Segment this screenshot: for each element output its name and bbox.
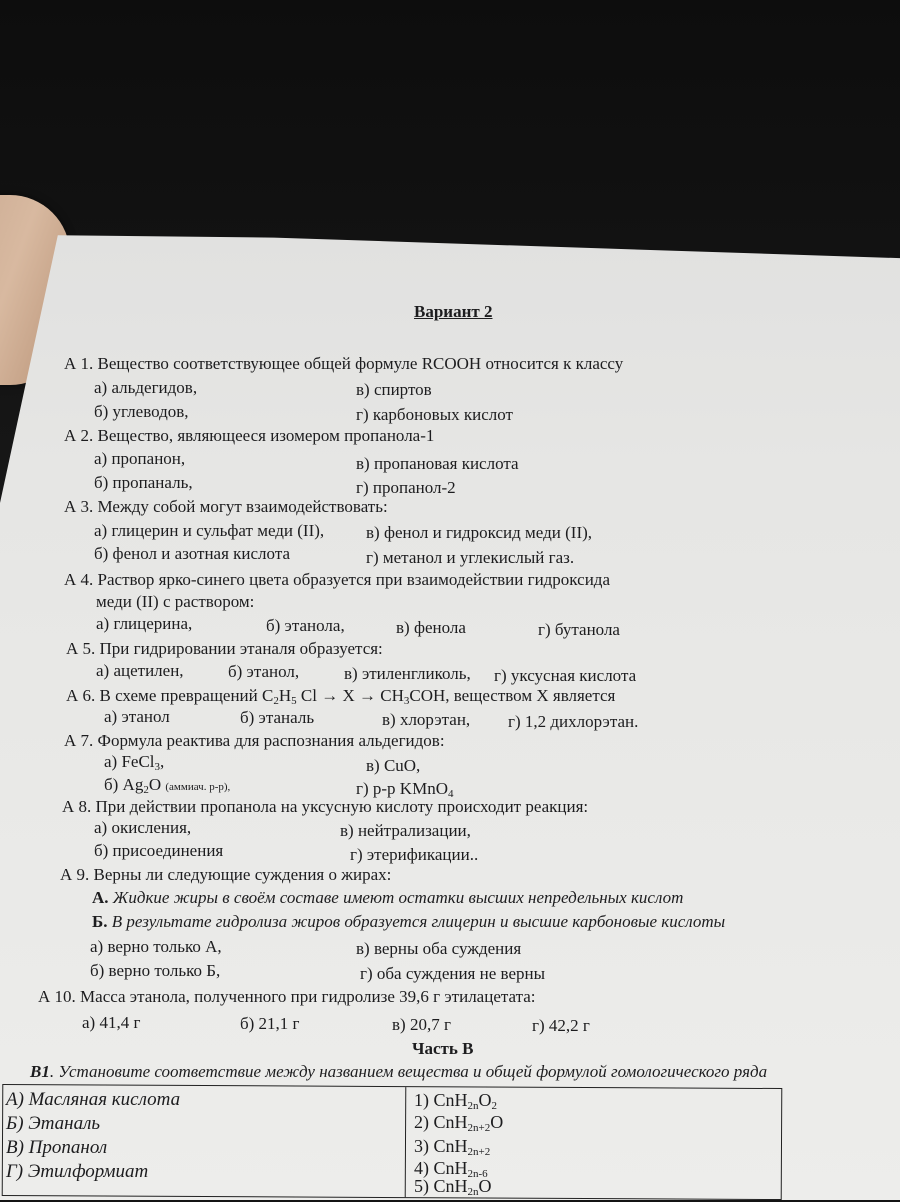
match-right-1: 1) $CnH_{2n}O_2$ [414,1090,497,1112]
a8-option-g: г) этерификации.. [350,845,479,864]
a1-option-g: г) карбоновых кислот [356,405,513,424]
a2-option-b: б) пропаналь, [94,473,193,492]
a2-option-v: в) пропановая кислота [356,454,519,473]
match-left-b: Б) Этаналь [6,1113,101,1134]
b1-instruction: В1. Установите соответствие между названием вещества и общей формулой гомологического ряда [30,1062,768,1081]
a5-option-g: г) уксусная кислота [494,666,637,685]
question-a9: А 9. Верны ли следующие суждения о жирах: [60,865,392,884]
a10-option-v: в) 20,7 г [392,1015,451,1034]
a5-option-v: в) этиленгликоль, [344,664,471,683]
a8-option-b: б) присоединения [94,841,224,860]
a6-option-g: г) 1,2 дихлорэтан. [508,712,639,731]
a7-option-v: в) CuO, [366,756,421,775]
question-a2: А 2. Вещество, являющееся изомером пропанола-1 [64,426,435,445]
a6-option-a: а) этанол [104,707,170,726]
page-title: Вариант 2 [414,302,493,321]
a6-option-v: в) хлорэтан, [382,710,471,729]
a1-option-a: а) альдегидов, [94,378,198,397]
match-left-v: В) Пропанол [6,1137,108,1158]
a2-option-g: г) пропанол-2 [356,478,456,497]
a9-statement-b: Б. В результате гидролиза жиров образуется глицерин и высшие карбоновые кислоты [92,912,726,931]
a6-option-b: б) этаналь [240,708,315,727]
a3-option-v: в) фенол и гидроксид меди (II), [366,523,593,542]
matching-table-divider [405,1087,407,1197]
match-left-g: Г) Этилформиат [6,1161,149,1182]
match-right-2: 2) CnH$_{2n+2}$O [414,1112,504,1134]
a8-option-a: а) окисления, [94,818,192,837]
a7-option-b: б) $Ag_2O$ (аммиач. р-р), [104,775,231,796]
match-right-4: 4) CnH$_{2n-6}$ [414,1158,488,1180]
question-a1: А 1. Вещество соответствующее общей формуле RCOOH относится к классу [64,354,624,373]
question-a8: А 8. При действии пропанола на уксусную кислоту происходит реакция: [62,797,589,816]
part-b-heading: Часть В [412,1039,474,1058]
a4-option-a: а) глицерина, [96,614,193,633]
question-a7: А 7. Формула реактива для распознания альдегидов: [64,731,445,750]
match-left-a: А) Масляная кислота [6,1089,181,1110]
a10-option-a: а) 41,4 г [82,1013,141,1032]
a9-option-v: в) верны оба суждения [356,939,522,958]
a2-option-a: а) пропанон, [94,449,186,468]
question-a3: А 3. Между собой могут взаимодействовать: [64,497,388,516]
a7-option-g: г) р-р KMnO$_4$ [356,779,454,800]
question-a4-line2: меди (II) с раствором: [96,592,255,611]
question-a5: А 5. При гидрировании этаналя образуется: [66,639,383,658]
a10-option-b: б) 21,1 г [240,1014,300,1033]
a5-option-b: б) этанол, [228,662,300,681]
a10-option-g: г) 42,2 г [532,1016,590,1035]
question-a10: А 10. Масса этанола, полученного при гидролизе 39,6 г этилацетата: [38,987,536,1006]
match-right-3: 3) CnH$_{2n+2}$ [414,1136,491,1158]
a9-option-g: г) оба суждения не верны [360,964,546,983]
a8-option-v: в) нейтрализации, [340,821,471,840]
a3-option-b: б) фенол и азотная кислота [94,544,290,563]
a5-option-a: а) ацетилен, [96,661,184,680]
question-a4-line1: А 4. Раствор ярко-синего цвета образуется при взаимодействии гидроксида [64,570,610,589]
match-right-5: 5) CnH$_{2n}$O [414,1176,492,1198]
a4-option-g: г) бутанола [538,620,620,639]
a9-statement-a: А. Жидкие жиры в своём составе имеют остатки высших непредельных кислот [92,888,684,907]
a3-option-a: а) глицерин и сульфат меди (II), [94,521,325,540]
a3-option-g: г) метанол и углекислый газ. [366,548,575,567]
a9-option-a: а) верно только А, [90,937,222,956]
a1-option-b: б) углеводов, [94,402,189,421]
a1-option-v: в) спиртов [356,380,432,399]
a4-option-v: в) фенола [396,618,466,637]
a9-option-b: б) верно только Б, [90,961,221,980]
question-a6: А 6. В схеме превращений $C_2H_5$ $Cl \to X \to CH_3COH$, веществом X является [66,686,616,707]
a7-option-a: а) FeCl$_3$, [104,752,165,773]
a4-option-b: б) этанола, [266,616,345,635]
